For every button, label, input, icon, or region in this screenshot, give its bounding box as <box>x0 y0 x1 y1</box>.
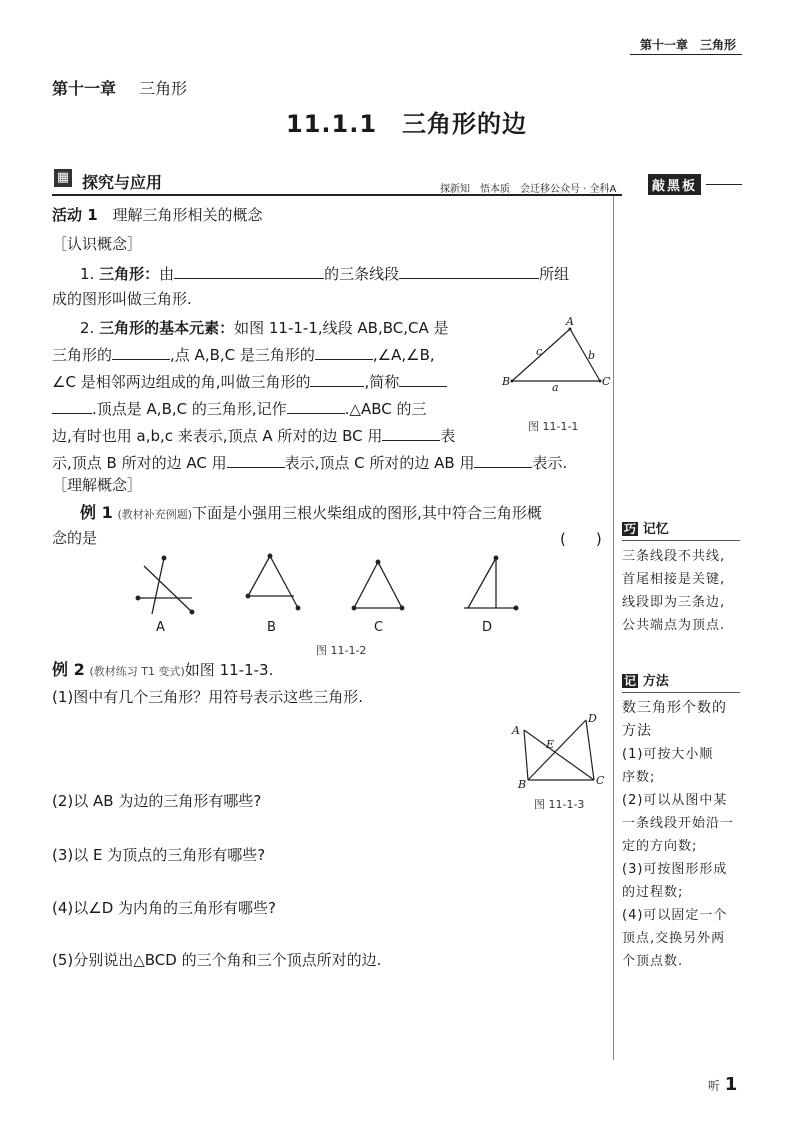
fig1-caption: 图 11-1-1 <box>528 420 579 433</box>
blank-4[interactable] <box>315 345 373 360</box>
item2-l5a: 边,有时也用 a,b,c 来表示,顶点 A 所对的边 BC 用 <box>52 427 383 445</box>
item1-line2: 成的图形叫做三角形. <box>52 290 192 308</box>
example1-line1 <box>80 503 542 525</box>
item2-l2a: 三角形的 <box>52 346 113 364</box>
item2-line2 <box>52 345 435 365</box>
method-heading-line: 方法 <box>622 723 652 739</box>
item2-l6a: 示,顶点 B 所对的边 AC 用 <box>52 454 227 472</box>
blank-10[interactable] <box>227 453 285 468</box>
memory-box <box>622 518 740 637</box>
matchstick-figures <box>130 552 530 622</box>
footer-mark: 听 <box>708 1079 721 1093</box>
item2-l3b: ,简称 <box>364 373 400 391</box>
blank-8[interactable] <box>287 399 345 414</box>
answer-paren[interactable]: ( ) <box>560 530 602 548</box>
figure-11-1-3 <box>508 710 608 792</box>
item2-num: 2. <box>80 319 95 337</box>
sidebar-divider <box>613 196 614 1060</box>
fig1-side-b: b <box>588 349 596 362</box>
item1-t1: 由 <box>159 265 175 283</box>
fig3-vertex-d: D <box>588 712 597 725</box>
item2-line6 <box>52 453 567 473</box>
method-line: 顶点,交换另外两 <box>622 931 726 946</box>
option-c-figure <box>352 560 404 610</box>
running-header: 第十一章 三角形 <box>640 38 737 52</box>
example2-label: 例 2 <box>52 660 85 679</box>
item1-num: 1. <box>80 265 95 283</box>
banner-icon: ▦ <box>54 169 72 187</box>
method-line: 一条线段开始沿一 <box>622 816 735 831</box>
memory-heading <box>622 518 740 541</box>
item1-t3: 所组 <box>539 265 570 283</box>
understand-label: ［理解概念］ <box>52 476 143 494</box>
item2-term: 三角形的基本元素： <box>99 319 235 337</box>
activity-label: 活动 1 <box>52 206 98 224</box>
method-line: (2)可以从图中某 <box>622 793 728 808</box>
option-b-label: B <box>267 620 276 635</box>
question-3: (3)以 E 为顶点的三角形有哪些? <box>52 846 266 864</box>
item2-line3 <box>52 372 447 392</box>
figure-11-1-2 <box>130 552 530 637</box>
question-1: (1)图中有几个三角形？用符号表示这些三角形. <box>52 688 364 706</box>
method-line: 序数; <box>622 770 656 785</box>
item1-term: 三角形： <box>99 265 160 283</box>
option-c-label: C <box>374 620 384 635</box>
item2-l6c: 表示. <box>532 454 568 472</box>
blank-11[interactable] <box>474 453 532 468</box>
method-heading <box>622 670 740 693</box>
brand-logo: 敲黑板 <box>648 174 701 195</box>
fig3-vertex-e: E <box>546 738 555 751</box>
question-5: (5)分别说出△BCD 的三个角和三个顶点所对的边. <box>52 951 382 969</box>
item2-l4b: .△ABC 的三 <box>344 400 427 418</box>
example1-label: 例 1 <box>80 503 113 522</box>
brand-rule <box>706 184 742 185</box>
memory-line: 首尾相接是关键, <box>622 572 726 587</box>
fig1-side-a: a <box>552 381 559 394</box>
memory-line: 线段即为三条边, <box>622 595 726 610</box>
fig3-vertex-c: C <box>596 774 605 787</box>
chapter-number: 第十一章 <box>52 79 117 98</box>
item2-line1 <box>80 318 449 338</box>
method-line: (4)可以固定一个 <box>622 908 728 923</box>
item1-line1 <box>80 264 569 284</box>
method-title: 方法 <box>642 674 669 689</box>
method-line: (3)可按图形形成 <box>622 862 728 877</box>
fig3-vertex-a: A <box>512 724 520 737</box>
example1-line2: 念的是 <box>52 529 98 547</box>
example1-source: (教材补充例题) <box>117 508 193 521</box>
item2-l2b: ,点 A,B,C 是三角形的 <box>170 346 315 364</box>
option-a-label: A <box>156 620 165 635</box>
option-d-figure <box>464 556 518 610</box>
fig1-vertex-c: C <box>602 375 611 388</box>
item2-line4 <box>52 399 426 419</box>
activity-heading <box>52 205 262 225</box>
section-title: 11.1.1 三角形的边 <box>286 110 528 138</box>
example2-text: 如图 11-1-3. <box>184 661 274 679</box>
blank-1[interactable] <box>174 264 324 279</box>
chapter-label <box>52 76 187 99</box>
method-box <box>622 670 740 973</box>
method-line: 定的方向数; <box>622 839 698 854</box>
example1-text: 下面是小强用三根火柴组成的图形,其中符合三角形概 <box>192 504 542 522</box>
item2-l6b: 表示,顶点 C 所对的边 AB 用 <box>284 454 475 472</box>
blank-5[interactable] <box>310 372 364 387</box>
header-rule <box>630 54 742 55</box>
option-a-figure <box>136 556 194 614</box>
recognize-label: ［认识概念］ <box>52 235 143 253</box>
memory-badge-icon: 巧 <box>624 522 637 536</box>
blank-9[interactable] <box>382 426 440 441</box>
item2-l5b: 表 <box>440 427 456 445</box>
example2-heading <box>52 660 273 682</box>
memory-line: 公共端点为顶点. <box>622 618 726 633</box>
fig1-vertex-a: A <box>566 315 574 328</box>
method-line: 的过程数; <box>622 885 684 900</box>
method-line: (1)可按大小顺 <box>622 747 714 762</box>
banner-slogan: 探新知 悟本质 会迁移公众号 · 全科A <box>440 184 617 195</box>
item2-l1: 如图 11-1-1,线段 AB,BC,CA 是 <box>234 319 449 337</box>
memory-title: 记忆 <box>642 522 669 537</box>
option-d-label: D <box>482 620 493 635</box>
item1-t2: 的三条线段 <box>324 265 400 283</box>
example2-source: (教材练习 T1 变式) <box>89 665 185 678</box>
question-4: (4)以∠D 为内角的三角形有哪些? <box>52 899 276 917</box>
figure-11-1-1 <box>500 315 610 395</box>
fig1-vertex-b: B <box>502 375 511 388</box>
fig1-side-c: c <box>536 345 543 358</box>
activity-title: 理解三角形相关的概念 <box>112 206 263 224</box>
banner-title: 探究与应用 <box>82 173 163 192</box>
memory-line: 三条线段不共线, <box>622 549 726 564</box>
method-heading-line: 数三角形个数的 <box>622 700 727 716</box>
blank-3[interactable] <box>112 345 170 360</box>
item2-l2c: ,∠A,∠B, <box>372 346 435 364</box>
item2-line5 <box>52 426 455 446</box>
option-b-figure <box>246 554 300 610</box>
method-badge-icon: 记 <box>624 674 637 688</box>
method-line: 个顶点数. <box>622 954 684 969</box>
item2-l4a: .顶点是 A,B,C 的三角形,记作 <box>92 400 287 418</box>
fig3-caption: 图 11-1-3 <box>534 798 585 811</box>
fig2-caption: 图 11-1-2 <box>316 644 367 657</box>
blank-6[interactable] <box>399 372 447 387</box>
blank-7[interactable] <box>52 399 92 414</box>
question-2: (2)以 AB 为边的三角形有哪些? <box>52 792 262 810</box>
page-footer <box>708 1074 737 1095</box>
fig3-vertex-b: B <box>518 778 527 791</box>
chapter-name: 三角形 <box>139 79 188 98</box>
blank-2[interactable] <box>399 264 539 279</box>
page-number: 1 <box>724 1074 738 1095</box>
item2-l3a: ∠C 是相邻两边组成的角,叫做三角形的 <box>52 373 311 391</box>
